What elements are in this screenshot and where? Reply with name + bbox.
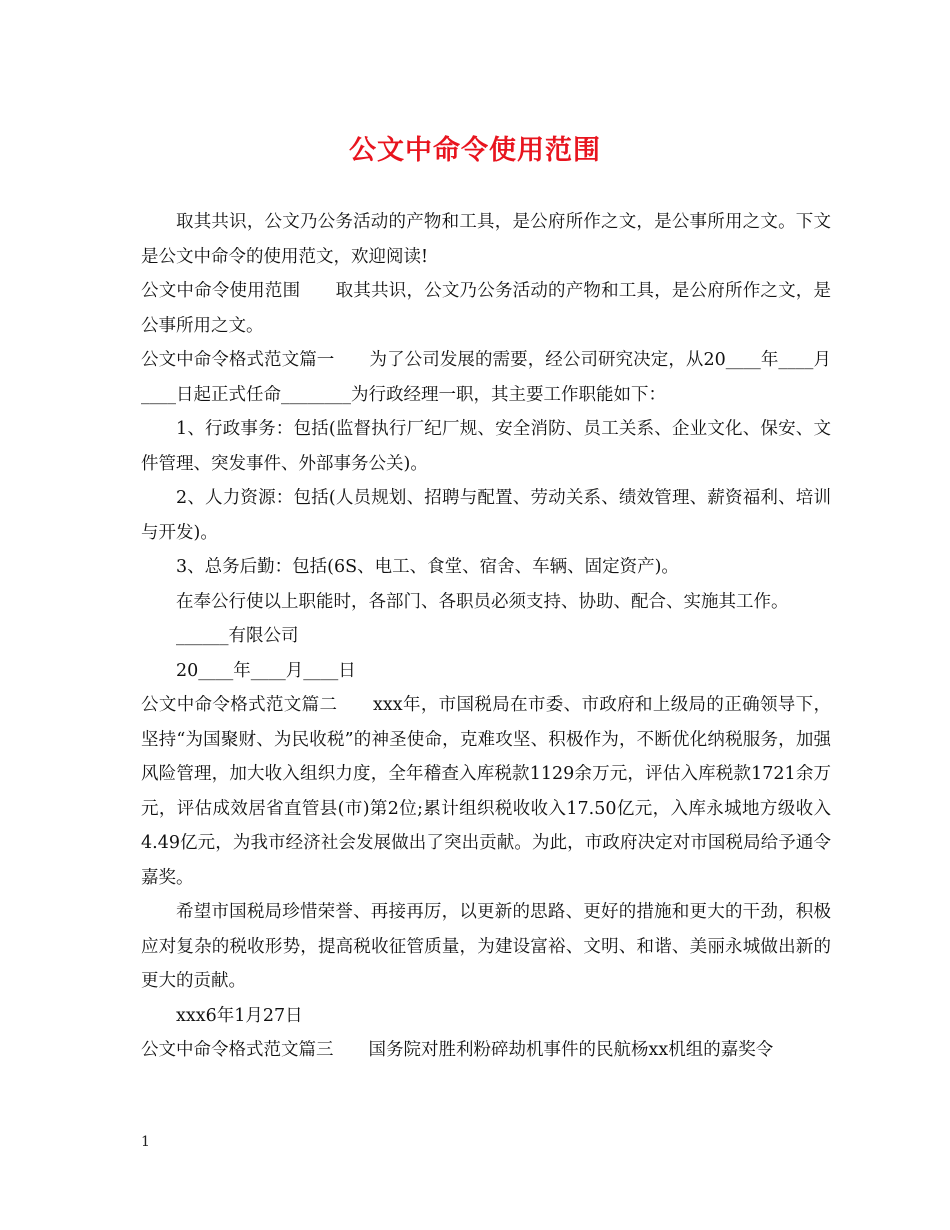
paragraph-duty-logistics: 3、总务后勤：包括(6S、电工、食堂、宿舍、车辆、固定资产)。 xyxy=(176,557,679,577)
paragraph-sample-two: 公文中命令格式范文篇二 xxx年，市国税局在市委、市政府和上级局的正确领导下，坚持“为国聚财、为民收税”的神圣使命，克难攻坚、积极作为，不断优化纳税服务，加强风险管理，加大收入组织力度，全年稽查入库税款1129余万元，评估入库税款1721余万元，评估成效居省直管县(市)第2位;累计组织税收收入17.50亿元，入库永城地方级收入4.49亿元，为我市经济社会发展做出了突出贡献。为此，市政府决定对市国税局给予通令嘉奖。 xyxy=(141,695,831,888)
paragraph-sample-three: 公文中命令格式范文篇三 国务院对胜利粉碎劫机事件的民航杨xx机组的嘉奖令 xyxy=(141,1040,774,1060)
paragraph-company-signature: ______有限公司 xyxy=(176,626,299,646)
paragraph-scope: 公文中命令使用范围 取其共识，公文乃公务活动的产物和工具，是公府所作之文，是公事所用之文。 xyxy=(141,281,831,336)
paragraph-intro: 取其共识，公文乃公务活动的产物和工具，是公府所作之文，是公事所用之文。下文是公文中命令的使用范文，欢迎阅读! xyxy=(141,212,831,267)
paragraph-date-two: xxx6年1月27日 xyxy=(176,1005,303,1026)
paragraph-duty-hr: 2、人力资源：包括(人员规划、招聘与配置、劳动关系、绩效管理、薪资福利、培训与开发)。 xyxy=(141,488,831,543)
document-title: 公文中命令使用范围 xyxy=(349,135,601,166)
paragraph-date-one: 20____年____月____日 xyxy=(176,660,356,681)
paragraph-sample-one: 公文中命令格式范文篇一 为了公司发展的需要，经公司研究决定，从20____年____月____日起正式任命________为行政经理一职，其主要工作职能如下： xyxy=(141,350,831,405)
page-number: 1 xyxy=(141,1134,150,1150)
paragraph-duty-admin: 1、行政事务：包括(监督执行厂纪厂规、安全消防、员工关系、企业文化、保安、文件管理、突发事件、外部事务公关)。 xyxy=(141,419,831,474)
paragraph-hope: 希望市国税局珍惜荣誉、再接再厉，以更新的思路、更好的措施和更大的干劲，积极应对复杂的税收形势，提高税收征管质量，为建设富裕、文明、和谐、美丽永城做出新的更大的贡献。 xyxy=(141,902,831,991)
paragraph-support: 在奉公行使以上职能时，各部门、各职员必须支持、协助、配合、实施其工作。 xyxy=(176,591,789,612)
document-body xyxy=(141,205,831,1068)
